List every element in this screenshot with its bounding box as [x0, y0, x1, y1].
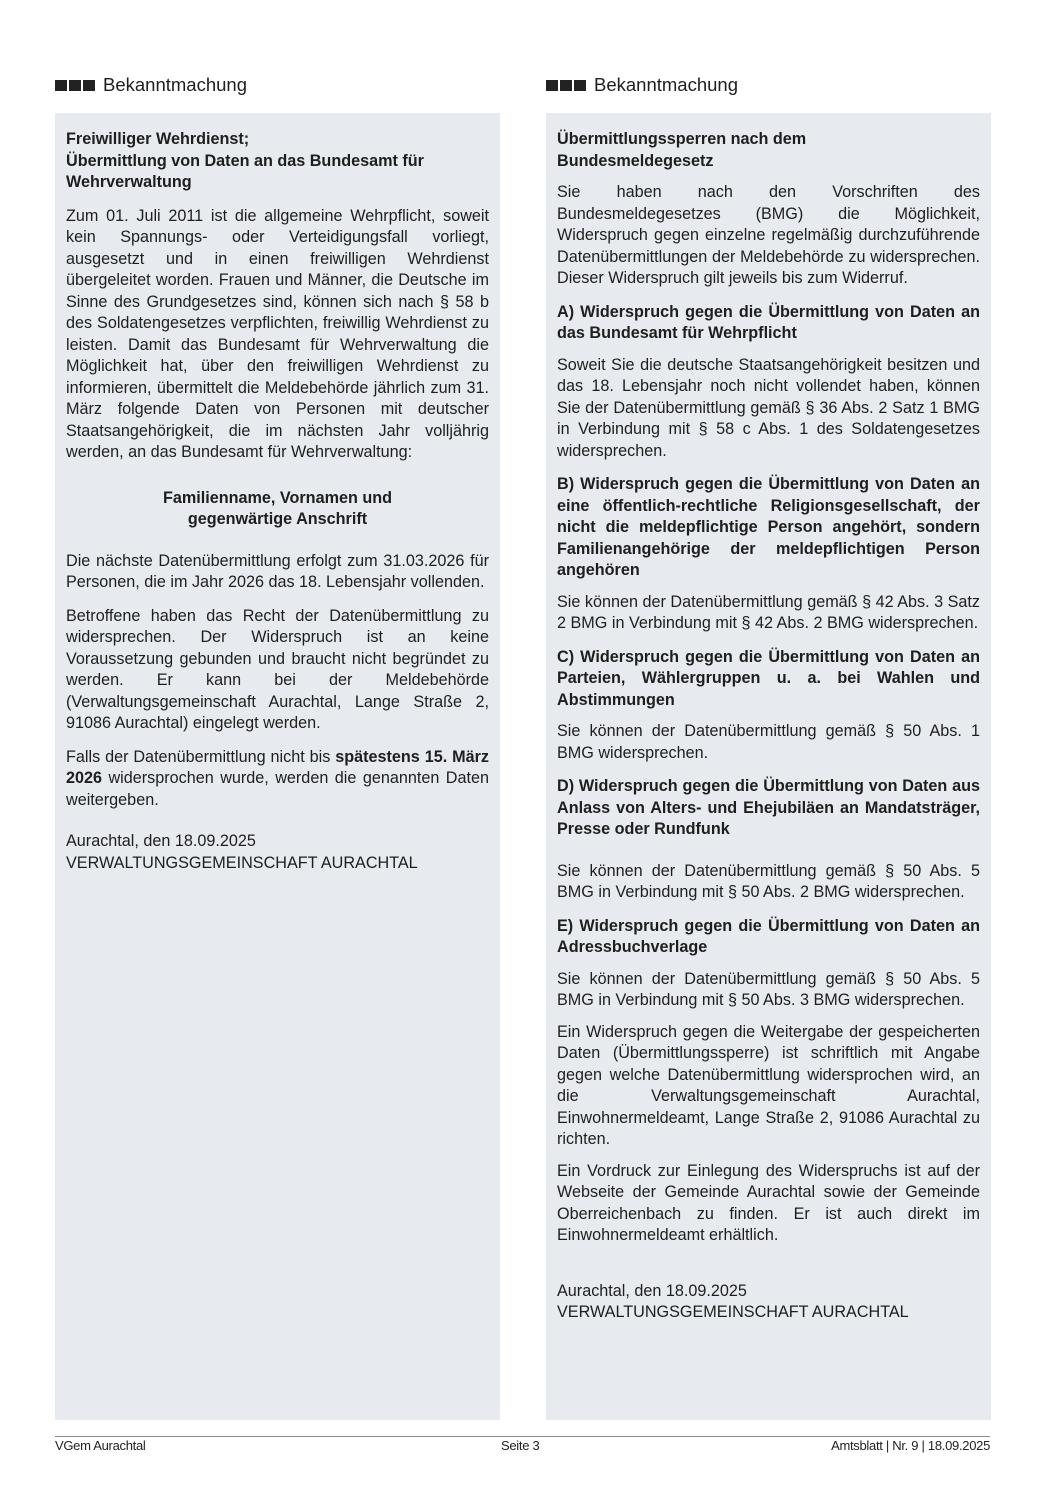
data-items-line2: gegenwärtige Anschrift: [187, 510, 368, 528]
deadline-paragraph: [66, 747, 489, 812]
announcement-title-line2: Übermittlung von Daten an das Bundesamt für Wehrverwaltung: [66, 151, 424, 191]
section-header: [55, 70, 500, 100]
three-squares-icon: [55, 80, 95, 91]
rights-paragraph: Betroffene haben das Recht der Datenübermittlung zu widersprechen. Der Widerspruch ist an keine Voraussetzung gebunden und braucht nicht begründet zu werden. Er kann bei der Meldebehörde (Verwaltungsgemeinschaft Aurachtal, Lange Straße 2, 91086 Aurachtal) eingelegt werden.: [66, 606, 489, 732]
section-c-body: Sie können der Datenübermittlung gemäß § 50 Abs. 1 BMG widersprechen.: [557, 722, 980, 762]
page-footer: [55, 1438, 990, 1454]
section-e-body: Sie können der Datenübermittlung gemäß § 50 Abs. 5 BMG in Verbindung mit § 50 Abs. 3 BMG widersprechen.: [557, 969, 980, 1009]
place-date: Aurachtal, den 18.09.2025: [557, 1281, 747, 1300]
submission-paragraph: Ein Widerspruch gegen die Weitergabe der gespeicherten Daten (Übermittlungssperre) ist schriftlich mit Angabe gegen welche Datenübermittlung widersprochen wird, an die Verwaltungsgemeinschaft Aurachtal, Einwohnermeldeamt, Lange Straße 2, 91086 Aurachtal zu richten.: [557, 1022, 980, 1148]
section-e-heading: E) Widerspruch gegen die Übermittlung von Daten an Adressbuchverlage: [557, 916, 980, 956]
announcement-title-line1: Freiwilliger Wehrdienst;: [66, 130, 250, 148]
announcement-box: [546, 113, 991, 1420]
next-transfer-paragraph: Die nächste Datenübermittlung erfolgt zum 31.03.2026 für Personen, die im Jahr 2026 das 18. Lebensjahr vollenden.: [66, 551, 489, 591]
footer-issue-info: Amtsblatt | Nr. 9 | 18.09.2025: [831, 1438, 990, 1453]
announcement-box: [55, 113, 500, 1420]
signature: VERWALTUNGSGEMEINSCHAFT AURACHTAL: [557, 1303, 909, 1321]
signature: VERWALTUNGSGEMEINSCHAFT AURACHTAL: [66, 853, 418, 872]
place-date: Aurachtal, den 18.09.2025: [66, 832, 256, 850]
right-announcement: [546, 70, 991, 1321]
section-d-heading: D) Widerspruch gegen die Übermittlung von Daten aus Anlass von Alters- und Ehejubiläen an Mandatsträger, Presse oder Rundfunk: [557, 777, 980, 838]
section-c-heading: C) Widerspruch gegen die Übermittlung von Daten an Parteien, Wählergruppen u. a. bei Wahlen und Abstimmungen: [557, 647, 980, 709]
three-squares-icon: [546, 80, 586, 91]
announcement-title: Übermittlungssperren nach dem Bundesmeldegesetz: [557, 130, 807, 170]
deadline-date: spätestens 15. März 2026: [66, 747, 489, 787]
form-info-paragraph: Ein Vordruck zur Einlegung des Widerspruchs ist auf der Webseite der Gemeinde Aurachtal sowie der Gemeinde Oberreichenbach zu finden. Er ist auch direkt im Einwohnermeldeamt erhältlich.: [557, 1161, 980, 1244]
section-a-heading: A) Widerspruch gegen die Übermittlung von Daten an das Bundesamt für Wehrpflicht: [557, 302, 980, 342]
intro-paragraph: Zum 01. Juli 2011 ist die allgemeine Wehrpflicht, soweit kein Spannungs- oder Verteidigungsfall vorliegt, ausgesetzt und in einen freiwilligen Wehrdienst übergeleitet worden. Frauen und Männer, die Deutsche im Sinne des Grundgesetzes sind, können sich nach § 58 b des Soldatengesetzes verpflichten, freiwillig Wehrdienst zu leisten. Damit das Bundesamt für Wehrverwaltung die Möglichkeit hat, über den freiwilligen Wehrdienst zu informieren, übermittelt die Meldebehörde jährlich zum 31. März folgende Daten von Personen mit deutscher Staatsangehörigkeit, die im nächsten Jahr volljährig werden, an das Bundesamt für Wehrverwaltung:: [66, 206, 489, 461]
section-header: [546, 70, 991, 100]
deadline-text-pre: Falls der Datenübermittlung nicht bis: [66, 747, 336, 766]
intro-paragraph: Sie haben nach den Vorschriften des Bundesmeldegesetzes (BMG) die Möglichkeit, Widerspruch gegen einzelne regelmäßig durchzuführende Datenübermittlungen der Meldebehörde zu widersprechen. Dieser Widerspruch gilt jeweils bis zum Widerruf.: [557, 183, 980, 287]
footer-divider: [55, 1436, 990, 1437]
footer-page-number: Seite 3: [501, 1438, 540, 1453]
deadline-text-post: widersprochen wurde, werden die genannten Daten weitergeben.: [66, 769, 489, 809]
section-a-body: Soweit Sie die deutsche Staatsangehörigkeit besitzen und das 18. Lebensjahr noch nicht vollendet haben, können Sie der Datenübermittlung gemäß § 36 Abs. 2 Satz 1 BMG in Verbindung mit § 58 c Abs. 1 des Soldatengesetzes widersprechen.: [557, 355, 980, 460]
section-d-body: Sie können der Datenübermittlung gemäß § 50 Abs. 5 BMG in Verbindung mit § 50 Abs. 2 BMG widersprechen.: [557, 861, 980, 901]
section-b-body: Sie können der Datenübermittlung gemäß § 42 Abs. 3 Satz 2 BMG in Verbindung mit § 42 Abs. 2 BMG widersprechen.: [557, 592, 980, 632]
section-b-heading: B) Widerspruch gegen die Übermittlung von Daten an eine öffentlich-rechtliche Religionsgesellschaft, der nicht die meldepflichtige Person angehört, sondern Familienangehörige der meldepflichtigen Person angehören: [557, 475, 980, 579]
data-items-line1: Familienname, Vornamen und: [162, 488, 393, 507]
footer-publisher: VGem Aurachtal: [55, 1438, 146, 1453]
left-announcement: [55, 70, 500, 872]
section-label: Bekanntmachung: [594, 74, 738, 95]
section-label: Bekanntmachung: [103, 74, 247, 95]
